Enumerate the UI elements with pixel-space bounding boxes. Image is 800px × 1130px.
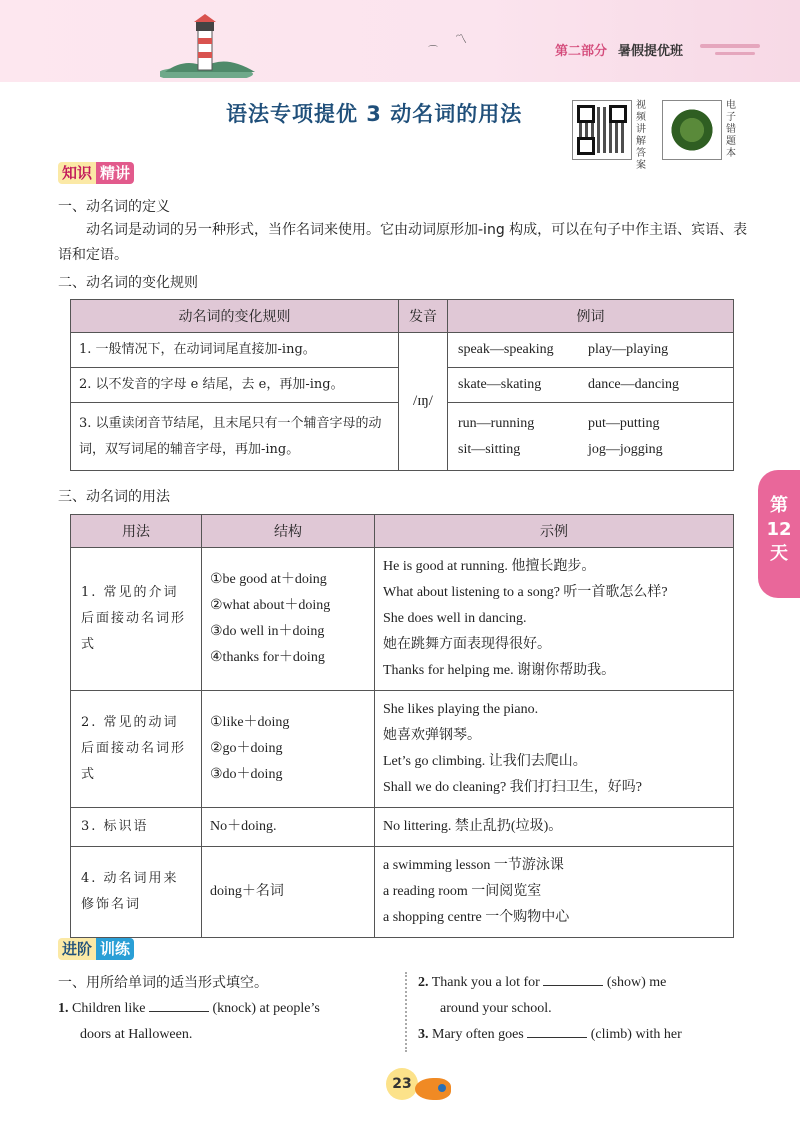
example-line: Let’s go climbing. 让我们去爬山。 xyxy=(383,754,587,769)
table-header: 动名词的变化规则 xyxy=(71,300,399,333)
question-number: 2. xyxy=(418,975,429,990)
part-title: 暑假提优班 xyxy=(618,44,684,59)
table-row xyxy=(71,808,734,847)
question-text: Mary often goes xyxy=(432,1027,524,1042)
bird-icon: ⌒ xyxy=(428,46,438,57)
example-line: a swimming lesson 一节游泳课 xyxy=(383,858,564,873)
rule-cell: 1. 一般情况下，在动词词尾直接加-ing。 xyxy=(71,333,399,368)
answer-blank[interactable] xyxy=(543,971,603,986)
structure-line: ①like＋doing xyxy=(210,715,290,730)
question-3 xyxy=(418,1022,748,1048)
example-line: a reading room 一间阅览室 xyxy=(383,884,542,899)
video-qr-code[interactable] xyxy=(572,100,632,160)
question-text: with her xyxy=(635,1027,682,1042)
day-side-tab xyxy=(758,470,800,598)
structure-line: ③do＋doing xyxy=(210,767,283,782)
tag-part-a: 知识 xyxy=(58,162,96,184)
side-tab-char: 第 xyxy=(770,495,788,516)
exercise-heading: 一、用所给单词的适当形式填空。 xyxy=(58,975,268,991)
lesson-title: 语法专项提优 3 动名词的用法 xyxy=(226,102,523,126)
example-line: He is good at running. 他擅长跑步。 xyxy=(383,559,596,574)
question-text: at people’s xyxy=(259,1001,320,1016)
example-cell xyxy=(375,548,734,691)
example-word: skate—skating xyxy=(458,377,542,392)
qr-corner xyxy=(577,137,595,155)
section2-heading: 二、动名词的变化规则 xyxy=(58,275,198,291)
section1-heading: 一、动名词的定义 xyxy=(58,199,170,215)
table-row xyxy=(71,691,734,808)
example-line: No littering. 禁止乱扔(垃圾)。 xyxy=(383,819,563,834)
example-line: Thanks for helping me. 谢谢你帮助我。 xyxy=(383,663,616,678)
example-cell xyxy=(375,808,734,847)
table-row xyxy=(71,333,734,368)
question-text: Thank you a lot for xyxy=(431,975,540,990)
question-hint: (show) xyxy=(606,975,646,990)
usage-cell: 3. 标识语 xyxy=(71,808,202,847)
example-word: sit—sitting xyxy=(458,441,521,457)
structure-line: ①be good at＋doing xyxy=(210,572,327,587)
usage-table xyxy=(70,514,734,938)
example-word: play—playing xyxy=(588,342,669,357)
question-text: Children like xyxy=(72,1001,146,1016)
answer-blank[interactable] xyxy=(527,1023,587,1038)
structure-line: ④thanks for＋doing xyxy=(210,650,325,665)
rules-table xyxy=(70,299,734,471)
question-1 xyxy=(58,996,393,1048)
example-word: dance—dancing xyxy=(588,377,679,392)
example-word: speak—speaking xyxy=(458,342,554,357)
question-text: doors at Halloween. xyxy=(80,1027,193,1042)
rule-cell: 3. 以重读闭音节结尾，且末尾只有一个辅音字母的动词，双写词尾的辅音字母，再加-ing。 xyxy=(71,403,399,471)
structure-line: ②what about＋doing xyxy=(210,598,331,613)
section3-heading: 三、动名词的用法 xyxy=(58,489,170,505)
decorative-bar xyxy=(700,44,760,48)
example-cell xyxy=(448,368,734,403)
tag-part-b: 精讲 xyxy=(96,162,134,184)
structure-line: ②go＋doing xyxy=(210,741,283,756)
table-header: 结构 xyxy=(202,515,375,548)
column-divider xyxy=(405,972,407,1052)
side-tab-number: 12 xyxy=(766,519,792,540)
part-label: 第二部分 xyxy=(555,44,608,59)
structure-line: ③do well in＋doing xyxy=(210,624,325,639)
structure-cell xyxy=(202,691,375,808)
bird-icon: 〽 xyxy=(455,32,468,46)
example-line: 她在跳舞方面表现得很好。 xyxy=(383,637,551,652)
table-header: 用法 xyxy=(71,515,202,548)
structure-cell xyxy=(202,808,375,847)
qr-logo xyxy=(668,106,716,154)
example-line: 她喜欢弹钢琴。 xyxy=(383,728,481,743)
table-header: 发音 xyxy=(399,300,448,333)
example-cell xyxy=(375,847,734,938)
qr-corner xyxy=(609,105,627,123)
lighthouse-illustration xyxy=(160,12,260,78)
table-header: 例词 xyxy=(448,300,734,333)
example-word: jog—jogging xyxy=(588,441,663,457)
example-cell xyxy=(448,333,734,368)
error-book-qr-code[interactable] xyxy=(662,100,722,160)
decorative-bar xyxy=(715,52,755,55)
question-text: around your school. xyxy=(440,1001,552,1016)
usage-cell: 4. 动名词用来修饰名词 xyxy=(71,847,202,938)
structure-line: No＋doing. xyxy=(210,819,277,834)
example-cell xyxy=(448,403,734,471)
example-line: a shopping centre 一个购物中心 xyxy=(383,910,570,925)
structure-cell xyxy=(202,847,375,938)
example-word: run—running xyxy=(458,415,535,431)
example-line: Shall we do cleaning? 我们打扫卫生，好吗? xyxy=(383,780,642,795)
question-hint: (knock) xyxy=(212,1001,257,1016)
question-number: 1. xyxy=(58,1001,69,1016)
qr1-label: 视频讲解答案 xyxy=(636,100,646,171)
page-number: 23 xyxy=(386,1068,418,1100)
example-word: put—putting xyxy=(588,415,660,431)
question-text: me xyxy=(649,975,667,990)
rule-cell: 2. 以不发音的字母 e 结尾，去 e，再加-ing。 xyxy=(71,368,399,403)
table-row xyxy=(71,847,734,938)
question-2 xyxy=(418,970,748,1022)
fish-eye-icon xyxy=(438,1084,446,1092)
table-row xyxy=(71,548,734,691)
pronunciation-cell: /ɪŋ/ xyxy=(399,333,448,471)
question-hint: (climb) xyxy=(590,1027,632,1042)
qr2-label: 电子错题本 xyxy=(726,100,736,159)
knowledge-tag xyxy=(58,162,134,184)
answer-blank[interactable] xyxy=(149,997,209,1012)
example-line: What about listening to a song? 听一首歌怎么样? xyxy=(383,585,668,600)
example-line: She likes playing the piano. xyxy=(383,702,539,717)
usage-cell: 1. 常见的介词后面接动名词形式 xyxy=(71,548,202,691)
structure-cell xyxy=(202,548,375,691)
qr-corner xyxy=(577,105,595,123)
side-tab-char: 天 xyxy=(770,543,788,564)
example-cell xyxy=(375,691,734,808)
tag-part-a: 进阶 xyxy=(58,938,96,960)
table-header: 示例 xyxy=(375,515,734,548)
structure-line: doing＋名词 xyxy=(210,884,284,899)
example-line: She does well in dancing. xyxy=(383,611,527,626)
tag-part-b: 训练 xyxy=(96,938,134,960)
question-number: 3. xyxy=(418,1027,429,1042)
usage-cell: 2. 常见的动词后面接动名词形式 xyxy=(71,691,202,808)
practice-tag xyxy=(58,938,134,960)
section1-text: 动名词是动词的另一种形式，当作名词来使用。它由动词原形加-ing 构成，可以在句子中作主语、宾语、表语和定语。 xyxy=(58,222,748,263)
